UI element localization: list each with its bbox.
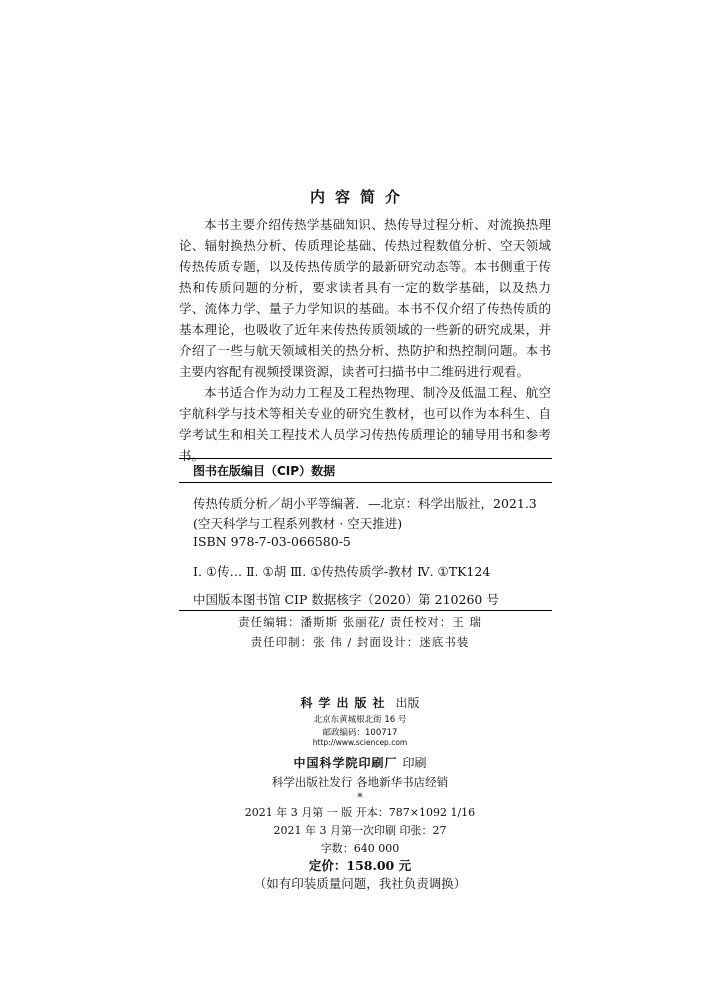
cip-verify-number: 中国版本图书馆 CIP 数据核字（2020）第 210260 号 (193, 592, 499, 607)
printer-name: 中国科学院印刷厂 (293, 756, 398, 770)
word-count: 字数：640 000 (320, 842, 400, 855)
edition-info: 2021 年 3 月第 一 版 开本：787×1092 1/16 (244, 806, 476, 819)
publisher-line (0, 692, 720, 711)
cip-heading: 图书在版编目（CIP）数据 (193, 464, 336, 478)
cip-line-title: 传热传质分析／胡小平等编著．—北京：科学出版社，2021.3 (193, 496, 537, 511)
publisher-postcode: 邮政编码：100717 (322, 728, 398, 738)
credits-editors: 责任编辑：潘斯斯 张丽花/ 责任校对：王 瑞 (238, 615, 482, 629)
publisher-name: 科学出版社 (300, 696, 391, 710)
cip-classification: Ⅰ. ①传… Ⅱ. ①胡 Ⅲ. ①传热传质学-教材 Ⅳ. ①TK124 (193, 564, 491, 579)
price: 定价：158.00 元 (308, 858, 412, 873)
intro-paragraph: 本书适合作为动力工程及工程热物理、制冷及低温工程、航空宇航科学与技术等相关专业的研究生教材，也可以作为本科生、自学考试生和相关工程技术人员学习传热传质理论的辅导用书和参考书。 (179, 385, 551, 463)
quality-notice: （如有印装质量问题，我社负责调换） (253, 876, 467, 891)
publisher-address: 北京东黄城根北街 16 号 (313, 715, 407, 725)
printer-line (0, 752, 720, 771)
publisher-url: http://www.sciencep.com (312, 738, 408, 747)
cip-heading-rule (179, 482, 552, 483)
cip-top-rule (179, 458, 552, 459)
intro-title: 内容简介 (309, 188, 410, 206)
distribution: 科学出版社发行 各地新华书店经销 (271, 775, 449, 789)
intro-paragraph: 本书主要介绍传热学基础知识、热传导过程分析、对流换热理论、辐射换热分析、传质理论基础、传热过程数值分析、空天领域传热传质专题，以及传热传质学的最新研究动态等。本书侧重于传热和传质问题的分析，要求读者具有一定的数学基础，以及热力学、流体力学、量子力学知识的基础。本书不仅介绍了传热传质的基本理论，也吸收了近年来传热传质领域的一些新的研究成果，并介绍了一些与航天领域相关的热分析、热防护和热控制问题。本书主要内容配有视频授课资源，读者可扫描书中二维码进行观看。 (179, 217, 551, 379)
publisher-suffix: 出版 (395, 696, 420, 710)
separator-asterisk: * (357, 791, 363, 804)
cip-bottom-rule (179, 610, 552, 611)
printing-info: 2021 年 3 月第一次印刷 印张：27 (273, 824, 447, 837)
credits-printing: 责任印制：张 伟 / 封面设计：迷底书装 (250, 635, 470, 649)
cip-line-series: (空天科学与工程系列教材 · 空天推进) (193, 516, 403, 531)
cip-isbn: ISBN 978-7-03-066580-5 (193, 534, 351, 549)
intro-body (179, 214, 551, 466)
printer-suffix: 印刷 (402, 756, 427, 770)
